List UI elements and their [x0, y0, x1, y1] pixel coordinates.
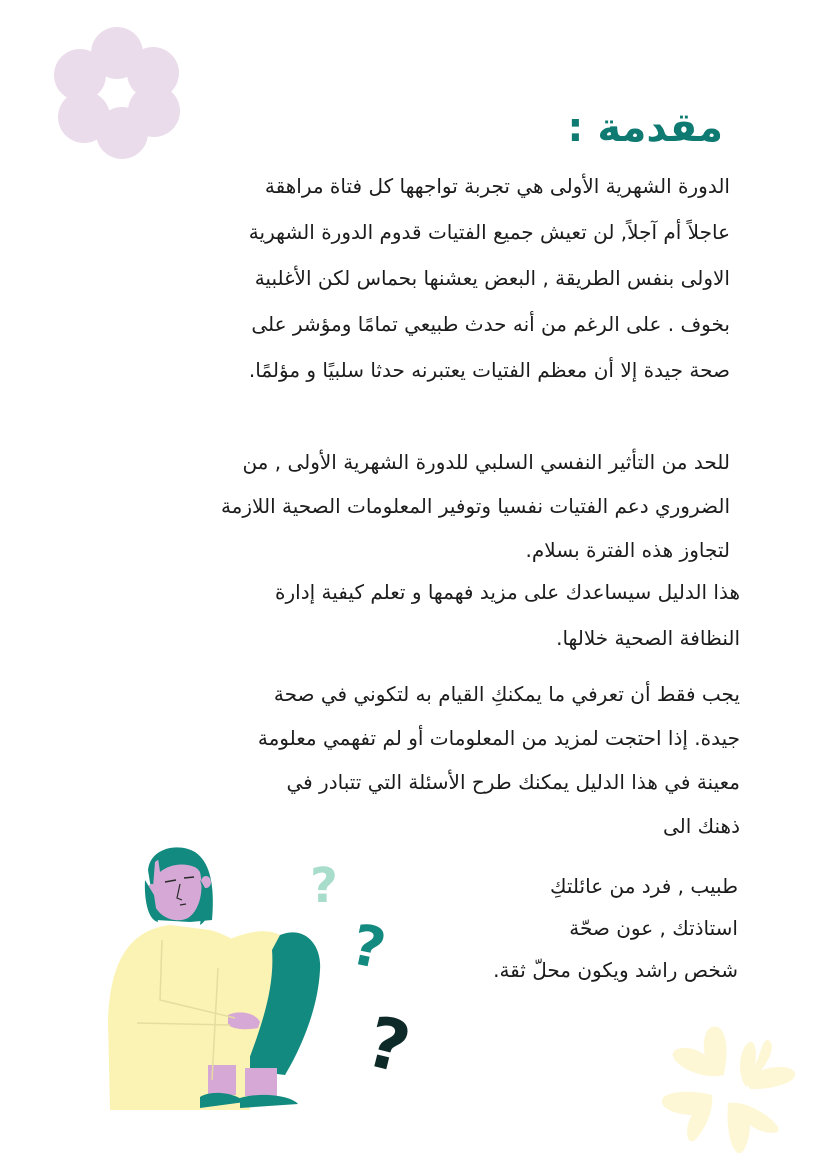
text-line: صحة جيدة إلا أن معظم الفتيات يعتبرنه حدثا سلبيًا و مؤلمًا. [248, 358, 730, 382]
question-mark-light-icon: ? [310, 858, 338, 914]
support-paragraph [221, 444, 730, 576]
contact-item: طبيب , فرد من عائلتكِ [550, 874, 738, 898]
text-line: الاولى بنفس الطريقة , البعض يعشنها بحماس لكن الأغلبية [254, 266, 730, 290]
text-line: الضروري دعم الفتيات نفسيا وتوفير المعلومات الصحية اللازمة [220, 494, 730, 518]
text-line: بخوف . على الرغم من أنه حدث طبيعي تمامًا ومؤشر على [251, 312, 730, 336]
contact-item: شخص راشد ويكون محلّ ثقة. [493, 958, 738, 982]
text-line: عاجلاً أم آجلاً, لن تعيش جميع الفتيات قدوم الدورة الشهرية [248, 220, 730, 244]
text-line: ذهنك الى [662, 814, 740, 838]
sparkle-decoration-icon [650, 1015, 795, 1160]
text-line: جيدة. إذا احتجت لمزيد من المعلومات أو لم تفهمي معلومة [257, 726, 740, 750]
question-mark-teal-icon: ? [345, 912, 391, 983]
text-line: معينة في هذا الدليل يمكنك طرح الأسئلة التي تتبادر في [286, 770, 740, 794]
questions-paragraph [258, 676, 740, 852]
flower-decoration-icon [50, 25, 185, 160]
text-line: هذا الدليل سيساعدك على مزيد فهمها و تعلم كيفية إدارة [275, 580, 740, 604]
text-line: للحد من التأثير النفسي السلبي للدورة الشهرية الأولى , من [242, 450, 730, 474]
text-line: الدورة الشهرية الأولى هي تجربة تواجهها كل فتاة مراهقة [264, 174, 730, 198]
text-line: النظافة الصحية خلالها. [556, 626, 740, 650]
intro-paragraph [249, 168, 730, 398]
question-mark-dark-icon: ? [358, 1000, 418, 1090]
guide-paragraph [275, 574, 740, 666]
contact-item: استاذتك , عون صحّة [569, 916, 738, 940]
text-line: يجب فقط أن تعرفي ما يمكنكِ القيام به لتكوني في صحة [273, 682, 740, 706]
contacts-list [493, 868, 738, 994]
page-title: مقدمة : [567, 105, 723, 151]
text-line: لتجاوز هذه الفترة بسلام. [525, 538, 730, 562]
